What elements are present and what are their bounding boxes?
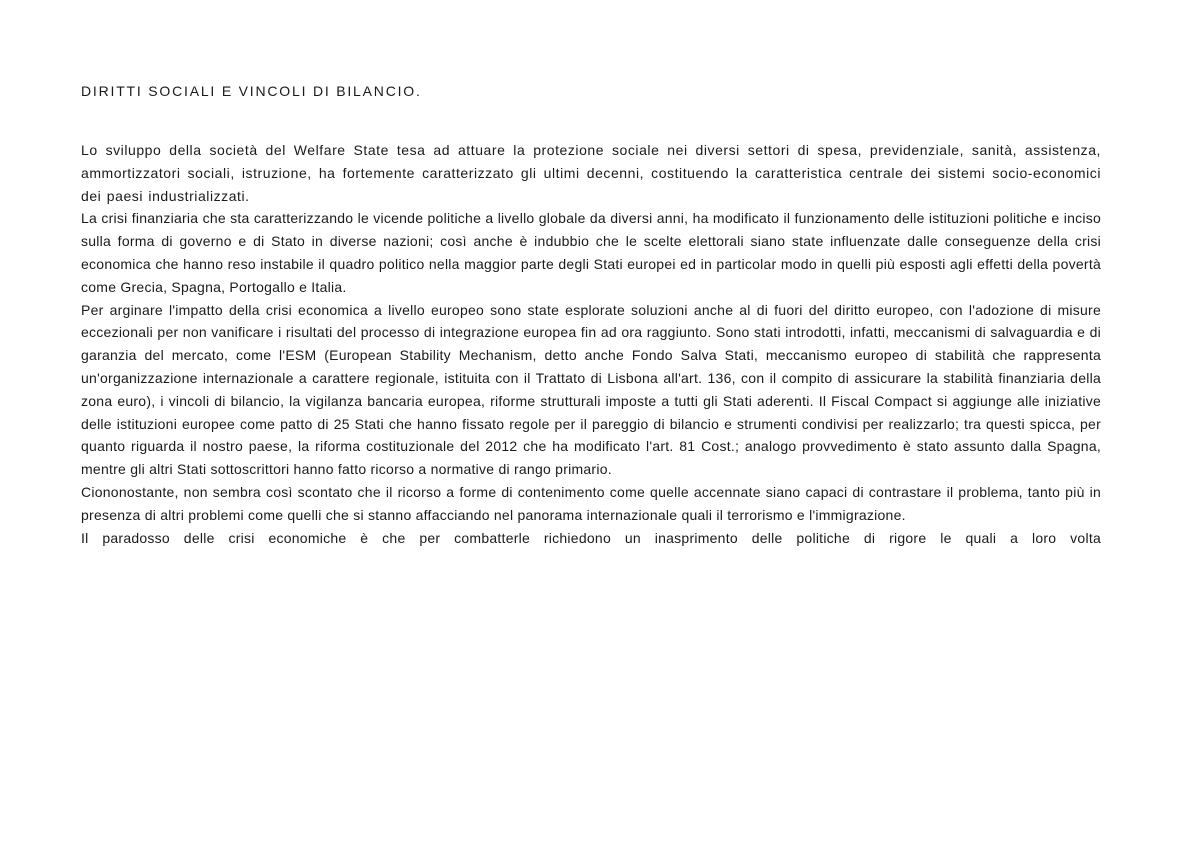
document-page bbox=[81, 0, 1101, 849]
document-title: DIRITTI SOCIALI E VINCOLI DI BILANCIO. bbox=[81, 83, 422, 99]
document-body bbox=[81, 139, 1101, 549]
paragraph-nevertheless: Ciononostante, non sembra così scontato che il ricorso a forme di contenimento come quelle accennate siano capaci di contrastare il problema, tanto più in presenza di altri problemi come quelli che si stanno affacciando nel panorama internazionale quali il terrorismo e l'immigrazione. bbox=[81, 483, 1101, 523]
paragraph-financial-crisis: La crisi finanziaria che sta caratterizzando le vicende politiche a livello globale da diversi anni, ha modificato il funzionamento delle istituzioni politiche e inciso sulla forma di governo e di Stato in diverse nazioni; così anche è indubbio che le scelte elettorali siano state influenzate dalle conseguenze della crisi economica che hanno reso instabile il quadro politico nella maggior parte degli Stati europei ed in particolar modo in quelli più esposti agli effetti della povertà come Grecia, Spagna, Portogallo e Italia. bbox=[81, 210, 1101, 295]
paragraph-welfare-state: Lo sviluppo della società del Welfare State tesa ad attuare la protezione sociale nei diversi settori di spesa, previdenziale, sanità, assistenza, ammortizzatori sociali, istruzione, ha fortemente caratterizzato gli ultimi decenni, costituendo la caratteristica centrale dei sistemi socio-economici dei paesi industrializzati. bbox=[81, 142, 1101, 204]
paragraph-european-measures: Per arginare l'impatto della crisi economica a livello europeo sono state esplorate soluzioni anche al di fuori del diritto europeo, con l'adozione di misure eccezionali per non vanificare i risultati del processo di integrazione europea fin ad ora raggiunto. Sono stati introdotti, infatti, meccanismi di salvaguardia e di garanzia del mercato, come l'ESM (European Stability Mechanism, detto anche Fondo Salva Stati, meccanismo europeo di stabilità che rappresenta un'organizzazione internazionale a carattere regionale, istituita con il Trattato di Lisbona all'art. 136, con il compito di assicurare la stabilità finanziaria della zona euro), i vincoli di bilancio, la vigilanza bancaria europea, riforme strutturali imposte a tutti gli Stati aderenti. Il Fiscal Compact si aggiunge alle iniziative delle istituzioni europee come patto di 25 Stati che hanno fissato regole per il pareggio di bilancio e strumenti condivisi per realizzarlo; tra questi spicca, per quanto riguarda il nostro paese, la riforma costituzionale del 2012 che ha modificato l'art. 81 Cost.; analogo provvedimento è stato assunto dalla Spagna, mentre gli altri Stati sottoscrittori hanno fatto ricorso a normative di rango primario. bbox=[81, 301, 1101, 478]
paragraph-paradox: Il paradosso delle crisi economiche è che per combatterle richiedono un inasprimento delle politiche di rigore le quali a loro volta bbox=[81, 529, 1101, 546]
